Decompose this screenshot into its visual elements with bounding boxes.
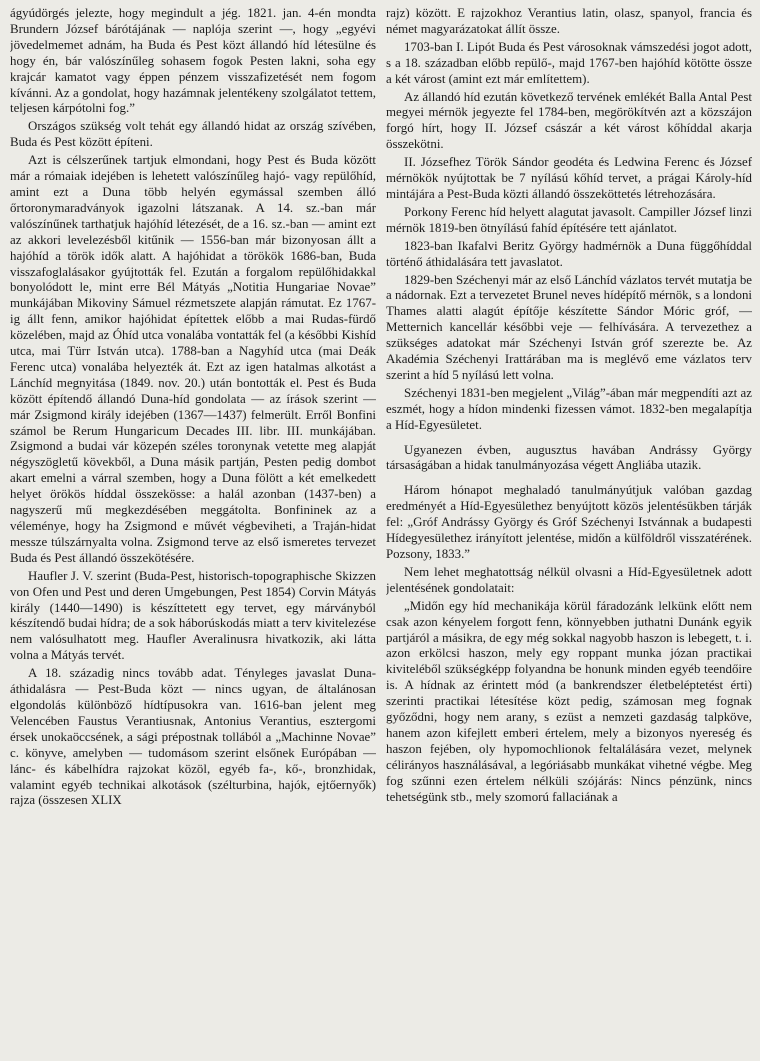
paragraph: II. Józsefhez Török Sándor geodéta és Ledwina Ferenc és József mérnökök nyújtottak be 7 nyílású kőhíd tervet, a prágai Károly-híd mintájára a Pest-Buda közti állandó összeköttetés létrehozására. [386, 155, 752, 201]
paragraph: Azt is célszerűnek tartjuk elmondani, hogy Pest és Buda között már a rómaiak idejében is lehetett valószínűleg hajó- vagy repülőhíd, amint ezt a Duna több helyén egymással szemben álló őrtoronymaradványok igazolni látszanak. A 14. sz.-ban már valószínűnek tarthatjuk hajóhíd létezését, de a 16. sz.-ban — amint ezt az akkori levelezésből kitűnik — 1556-ban már bizonyosan állt a hajóhíd a török idők alatt. A hajóhidat a törökök 1686-ban, Buda visszafoglalásakor gyújtották fel. Ezután a forgalom repülőhidakkal bonyolódott le, mint erre Bél Mátyás „Notitia Hungariae Novae” munkájában Mikoviny Sámuel rézmetszete alapján rámutat. Ez 1767-ig állt fenn, amikor hajóhidat építettek előbb a mai Rudas-fürdő közelében, majd az Óhíd utca vonalába vontatták fel (a későbbi Kishíd utca, mai Türr István utca). 1788-ban a Nagyhíd utca (mai Deák Ferenc utca) vonalába helyezték át. Ezt az igen hatalmas alkotást a Lánchíd megnyitása (1849. nov. 20.) után bontották el. Pest és Buda között építendő állandó Duna-híd gondolata — az írások szerint — már Zsigmond király idejében (1367—1437) felmerült. Erről Bonfini számol be Rerum Hungaricum Decades III. libr. III. munkájában. Zsigmond a budai vár közepén széles toronynak vetette meg alapját négyszögletű kövekből, a Duna másik partján, Pesten pedig dombot akart emelni a várral szemben, hogy a Duna fölött a két emelkedett helyet örökös híddal összekösse: a halál azonban (1437-ben) a nagyszerű mű megkezdésében meggátolta. Bonfininek az a véleménye, hogy ha Zsigmond e művét végbeviheti, a Traján-hidat messze túlszárnyalta volna. Zsigmond terve az első ismeretes tervezet Buda és Pest állandó összekötésére. [10, 153, 376, 565]
paragraph: ágyúdörgés jelezte, hogy megindult a jég. 1821. jan. 4-én mondta Brundern József bárótájának — naplója szerint —, hogy „egyévi jövedelmemet adnám, ha Buda és Pest közt állandó híd létesülne és hogy én, bár valószínűleg sohasem fogok Pesten lakni, soha egy krajcár kamatot vagy éppen pénzem visszafizetését nem fogom kívánni. Az a gondolat, hogy hazámnak jelentékeny szolgálatot tettem, teljesen kárpótolni fog.” [10, 6, 376, 116]
paragraph: Porkony Ferenc híd helyett alagutat javasolt. Campiller József linzi mérnök 1819-ben ötnyílású fahíd építésére tett ajánlatot. [386, 204, 752, 235]
left-text-column [10, 6, 376, 1061]
paragraph: rajz) között. E rajzokhoz Verantius latin, olasz, spanyol, francia és német magyarázatokat állít össze. [386, 6, 752, 36]
right-text-column [386, 6, 752, 1061]
paragraph: Ugyanezen évben, augusztus havában Andrássy György társaságában a hidak tanulmányozása végett Angliába utazik. [386, 442, 752, 473]
paragraph: 1823-ban Ikafalvi Beritz György hadmérnök a Duna függőhíddal történő áthidalására tett javaslatot. [386, 238, 752, 269]
paragraph: A 18. századig nincs tovább adat. Tényleges javaslat Duna-áthidalásra — Pest-Buda közt — nincs ugyan, de általánosan elgondolás különböző hídtípusokra van. 1616-ban jelent meg Velencében Faustus Verantiusnak, Antonius Verantius, esztergomi érsek unokaöccsének, a sági prépostnak tollából a „Machinne Novae” c. könyve, amelyben — tudomásom szerint elsőnek Európában — lánc- és kábelhídra rajzokat közöl, egyéb fa-, kő-, bronzhidak, valamint egyéb technikai alkotások (szélturbina, hajók, ejtőernyők) rajza (összesen XLIX [10, 666, 376, 808]
paragraph: „Midőn egy híd mechanikája körül fáradozánk lelkünk előtt nem csak azon kényelem forgott fenn, könnyebben juthatni Dunánk egyik partjáról a másikra, de egy még sokkal nagyobb haszon is lebegett, t. i. azon erkölcsi haszon, mely egy roppant munka józan practikai kiviteléből szükségképp folyandna be honunk minden egyéb teendőire is. A hídnak az érintett mód (a bankrendszer életbeléptetést érti) szerinti practikai létesítése közt pedig, számosan meg fognak győződni, hogy nem arany, s ezüst a nemzeti gazdaság talpköve, hanem azon kifejlett emberi értelem, mely a bizonyos nyereség és haszon fejében, oly hypomochlionok feltalálására vezet, melynek célirányos használásával, a legóriásabb munkákat vihetné végbe. Meg fog szűnni ezen értelem nélküli szójárás: Nincs pénzünk, nincs tehetségünk stb., mely szomorú fallaciának a [386, 598, 752, 804]
paragraph: Haufler J. V. szerint (Buda-Pest, historisch-topographische Skizzen von Ofen und Pest und deren Umgebungen, Pest 1854) Corvin Mátyás király (1440—1490) is készíttetett egy tervet, egy márványból készítendő budai hídra; de a sok háborúskodás miatt a terv kivitelezése nem valósulhatott meg. Haufler Averalinusra hivatkozik, aki látta volna a Mátyás tervét. [10, 568, 376, 663]
paragraph: 1829-ben Széchenyi már az első Lánchíd vázlatos tervét mutatja be a nádornak. Ezt a tervezetet Brunel neves hídépítő mérnök, s a londoni Thames alatti alagút építője készítette Sándor Móric gróf, — Metternich kancellár későbbi veje — felhívására. A tervezethez a szükséges adatokat már Széchenyi István gróf szerezte be. Az Akadémia Széchenyi Irattárában ma is meglévő eme vázlatos terv szerint a híd 5 nyílású lett volna. [386, 272, 752, 382]
paragraph: 1703-ban I. Lipót Buda és Pest városoknak vámszedési jogot adott, s a 18. században előbb repülő-, majd 1767-ben hajóhíd kötötte össze a két várost (amint ezt már említettem). [386, 39, 752, 86]
paragraph: Széchenyi 1831-ben megjelent „Világ”-ában már megpendíti azt az eszmét, hogy a hídon mindenki fizessen vámot. 1832-ben megalapítja a Híd-Egyesületet. [386, 385, 752, 432]
paragraph: Országos szükség volt tehát egy állandó hidat az ország szívében, Buda és Pest között építeni. [10, 119, 376, 150]
paragraph: Három hónapot meghaladó tanulmányútjuk valóban gazdag eredményét a Híd-Egyesülethez benyújtott közös jelentésükben tárják fel: „Gróf Andrássy György és Gróf Széchenyi Istvánnak a budapesti Hídegyesülethez irányított jelentése, midőn a külföldről visszatérének. Pozsony, 1833.” [386, 483, 752, 561]
paragraph: Nem lehet meghatottság nélkül olvasni a Híd-Egyesületnek adott jelentésének gondolatait: [386, 564, 752, 595]
paragraph: Az állandó híd ezután következő tervének emlékét Balla Antal Pest megyei mérnök jegyezte fel 1784-ben, megörökítvén azt a közszájon forgó hírt, hogy II. József császár a két várost kőhíddal akarja összekötni. [386, 89, 752, 152]
